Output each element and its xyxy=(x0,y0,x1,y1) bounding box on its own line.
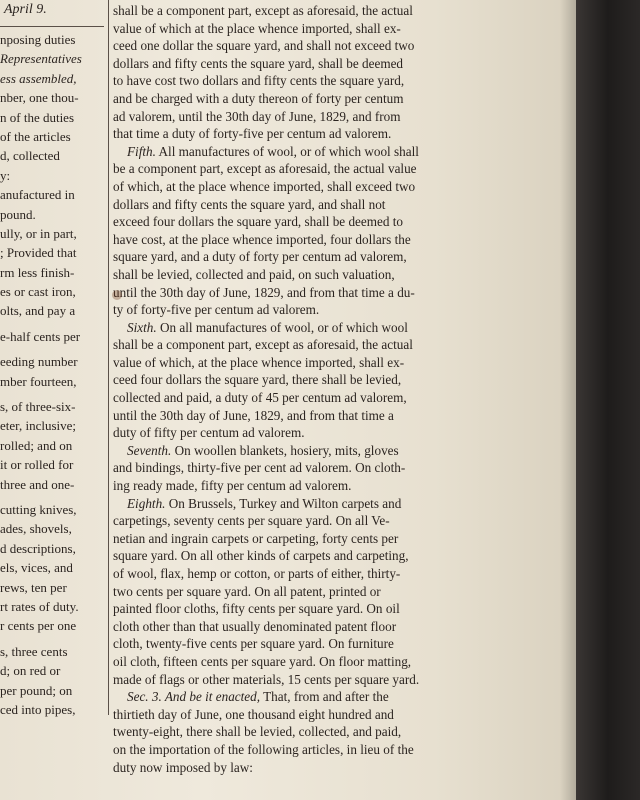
right-column-line xyxy=(113,495,525,513)
right-column-line: value of which at the place whence imported, shall ex- xyxy=(113,20,401,36)
right-column-line: duty now imposed by law: xyxy=(113,759,253,775)
left-column-line: e-half cents per xyxy=(0,328,81,344)
left-column xyxy=(0,30,104,800)
left-column-line: ess assembled, xyxy=(0,70,77,86)
left-column-line: rews, ten per xyxy=(0,579,67,595)
right-column-line: cloth other than that usually denominated patent floor xyxy=(113,618,397,634)
left-column-line: eeding number xyxy=(0,354,78,370)
right-column-line: duty of fifty per centum ad valorem. xyxy=(113,425,305,441)
right-column-line: shall be levied, collected and paid, on such valuation, xyxy=(113,266,395,282)
left-column-line: rm less finish- xyxy=(0,264,75,280)
right-column-line: square yard. On all other kinds of carpets and carpeting, xyxy=(113,548,409,564)
right-column-line: ad valorem, until the 30th day of June, 1829, and from xyxy=(113,108,401,124)
left-column-line: ; Provided that xyxy=(0,245,77,261)
right-column-line: value of which, at the place whence imported, shall ex- xyxy=(113,354,405,370)
section-text: On woollen blankets, hosiery, mits, gloves xyxy=(171,442,399,458)
left-column-line: d descriptions, xyxy=(0,540,76,556)
right-column-line: and be charged with a duty thereon of forty per centum xyxy=(113,90,404,106)
right-column-line: ceed one dollar the square yard, and shall not exceed two xyxy=(113,38,415,54)
right-column-line xyxy=(113,442,525,460)
left-column-line: ced into pipes, xyxy=(0,701,76,717)
left-column-line: nposing duties xyxy=(0,32,76,47)
left-column-line: els, vices, and xyxy=(0,560,73,576)
left-column-line: ully, or in part, xyxy=(0,225,77,241)
right-column-line: netian and ingrain carpets or carpeting, forty cents per xyxy=(113,530,399,546)
left-column-line: rolled; and on xyxy=(0,437,73,453)
header-rule xyxy=(0,0,104,27)
page-edge xyxy=(576,0,640,800)
right-column-line: twenty-eight, there shall be levied, collected, and paid, xyxy=(113,724,402,740)
left-column-line: d, collected xyxy=(0,148,60,164)
right-column-line: dollars and fifty cents the square yard, shall be deemed xyxy=(113,55,404,71)
right-column-line: until the 30th day of June, 1829, and from that time a xyxy=(113,407,394,423)
right-column-line: two cents per square yard. On all patent, printed or xyxy=(113,583,381,599)
right-column-line: oil cloth, fifteen cents per square yard. On floor matting, xyxy=(113,653,412,669)
left-column-line: pound. xyxy=(0,206,36,222)
section-heading: Fifth. xyxy=(127,143,156,159)
left-column-line: olts, and pay a xyxy=(0,303,76,319)
right-column-line: of wool, flax, hemp or cotton, or parts of either, thirty- xyxy=(113,566,401,581)
right-column-line: cloth, twenty-five cents per square yard. On furniture xyxy=(113,636,394,652)
right-column-line: to have cost two dollars and fifty cents the square yard, xyxy=(113,73,405,89)
left-column-line: cutting knives, xyxy=(0,501,77,517)
left-column-line: r cents per one xyxy=(0,618,77,634)
issue-date: April 9. xyxy=(4,2,47,17)
right-column-line: shall be a component part, except as aforesaid, the actual xyxy=(113,337,413,353)
right-column-line: ceed four dollars the square yard, there shall be levied, xyxy=(113,372,402,388)
left-column-line: nber, one thou- xyxy=(0,90,79,106)
left-column-line: ades, shovels, xyxy=(0,521,72,537)
right-column-line: exceed four dollars the square yard, shall be deemed to xyxy=(113,214,404,230)
left-column-line: Representatives xyxy=(0,51,82,67)
right-column-line: on the importation of the following articles, in lieu of the xyxy=(113,741,414,757)
section-heading: Sixth. xyxy=(127,319,157,335)
section-text: On all manufactures of wool, or of which wool xyxy=(156,319,408,335)
left-column-line: anufactured in xyxy=(0,187,75,203)
right-column-line: square yard, and a duty of forty per centum ad valorem, xyxy=(113,249,407,265)
right-column-line xyxy=(113,143,525,161)
column-rule xyxy=(108,0,109,715)
right-column-line: until the 30th day of June, 1829, and from that time a du- xyxy=(113,284,415,300)
paper-stain xyxy=(112,290,122,300)
right-column-line: be a component part, except as aforesaid, the actual value xyxy=(113,161,417,177)
left-column-line: d; on red or xyxy=(0,663,61,679)
left-column-line: s, of three-six- xyxy=(0,399,76,415)
right-column-line: ing ready made, fifty per centum ad valorem. xyxy=(113,478,352,494)
section-text: On Brussels, Turkey and Wilton carpets and xyxy=(165,495,402,511)
right-column-line: thirtieth day of June, one thousand eight hundred and xyxy=(113,706,394,722)
left-column-line: n of the duties xyxy=(0,109,75,125)
right-column-line: ty of forty-five per centum ad valorem. xyxy=(113,302,320,318)
right-column-line: collected and paid, a duty of 45 per centum ad valorem, xyxy=(113,390,407,406)
left-column-line: mber fourteen, xyxy=(0,373,77,389)
left-column-line: y: xyxy=(0,167,11,183)
left-column-line: es or cast iron, xyxy=(0,284,76,300)
right-column xyxy=(113,2,525,776)
right-column-line: carpetings, seventy cents per square yard. On all Ve- xyxy=(113,513,390,529)
right-column-line: dollars and fifty cents the square yard, and shall not xyxy=(113,196,386,212)
right-column-line: of which, at the place whence imported, shall exceed two xyxy=(113,178,416,194)
left-column-line: three and one- xyxy=(0,476,75,492)
right-column-line: and bindings, thirty-five per cent ad valorem. On cloth- xyxy=(113,460,406,476)
section-heading: Eighth. xyxy=(127,495,166,511)
right-column-line xyxy=(113,319,525,337)
right-column-line: painted floor cloths, fifty cents per square yard. On oil xyxy=(113,601,400,617)
left-column-line: of the articles xyxy=(0,128,71,144)
section-heading: Seventh. xyxy=(127,442,172,458)
left-column-line: it or rolled for xyxy=(0,457,74,473)
section-text: That, from and after the xyxy=(260,689,389,705)
left-column-line: s, three cents xyxy=(0,643,68,659)
right-column-line xyxy=(113,688,525,706)
right-column-line: have cost, at the place whence imported, four dollars the xyxy=(113,231,411,247)
right-column-line: that time a duty of forty-five per centum ad valorem. xyxy=(113,126,392,142)
right-column-line: made of flags or other materials, 15 cents per square yard. xyxy=(113,671,420,687)
section-heading: Sec. 3. And be it enacted, xyxy=(127,689,261,705)
left-column-line: eter, inclusive; xyxy=(0,418,77,434)
left-column-line: per pound; on xyxy=(0,682,73,698)
right-column-line: shall be a component part, except as aforesaid, the actual xyxy=(113,3,413,18)
section-text: All manufactures of wool, or of which wool shall xyxy=(155,143,419,159)
left-column-line: rt rates of duty. xyxy=(0,598,79,614)
